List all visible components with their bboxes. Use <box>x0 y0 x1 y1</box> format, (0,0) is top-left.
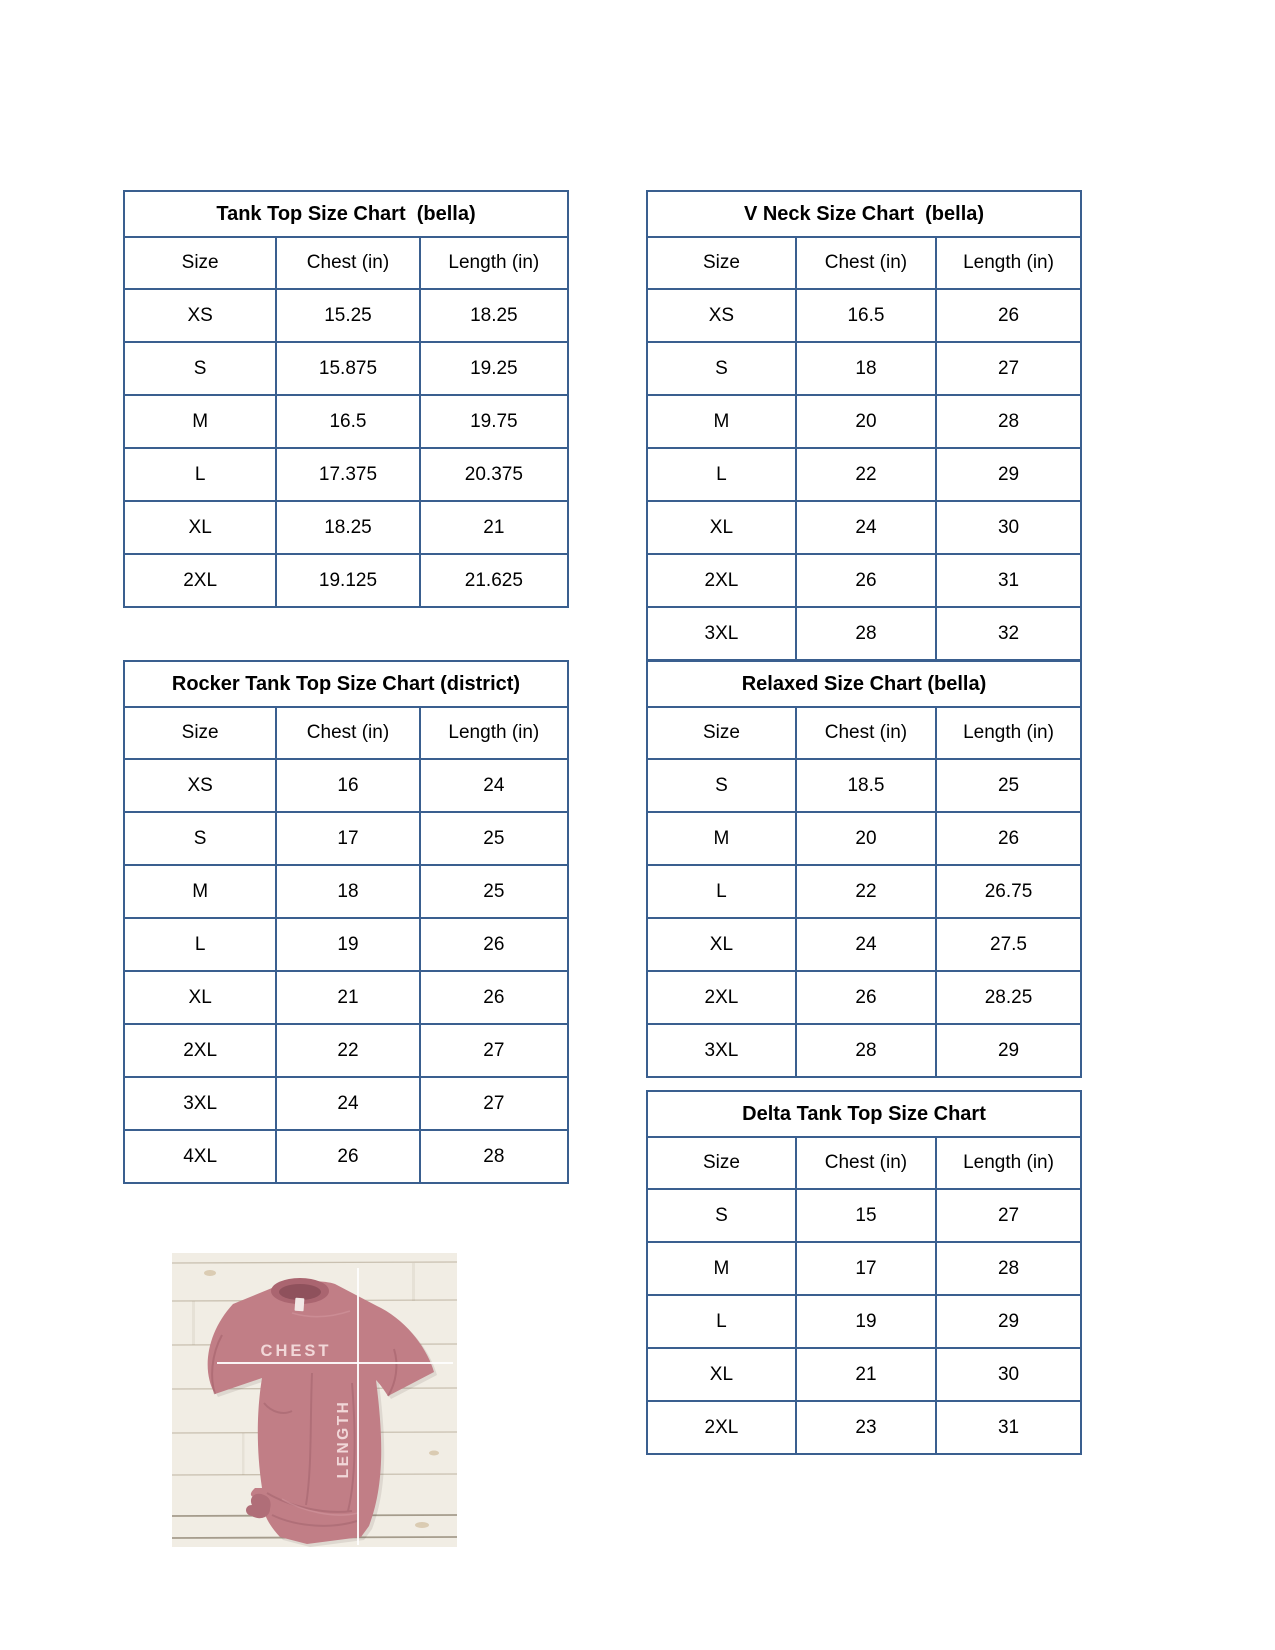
column-header-size: Size <box>124 707 276 759</box>
cell-length: 28.25 <box>936 971 1081 1024</box>
table-row <box>647 289 1081 342</box>
cell-length: 31 <box>936 554 1081 607</box>
cell-chest: 16.5 <box>796 289 936 342</box>
cell-chest: 15 <box>796 1189 936 1242</box>
cell-length: 19.75 <box>420 395 568 448</box>
cell-size: M <box>647 395 796 448</box>
cell-chest: 15.25 <box>276 289 419 342</box>
cell-chest: 19 <box>276 918 419 971</box>
table-row <box>647 395 1081 448</box>
table-row <box>647 1348 1081 1401</box>
cell-size: 3XL <box>647 1024 796 1077</box>
cell-size: S <box>124 342 276 395</box>
cell-chest: 18 <box>796 342 936 395</box>
cell-chest: 18 <box>276 865 419 918</box>
cell-chest: 20 <box>796 395 936 448</box>
column-header-size: Size <box>647 1137 796 1189</box>
size-table-delta-tank-top <box>646 1090 1082 1455</box>
table-title-row <box>647 661 1081 707</box>
cell-length: 26 <box>936 289 1081 342</box>
cell-chest: 26 <box>276 1130 419 1183</box>
cell-length: 28 <box>936 1242 1081 1295</box>
table-title-row <box>647 1091 1081 1137</box>
cell-size: M <box>124 865 276 918</box>
table-row <box>647 812 1081 865</box>
length-measure-label: LENGTH <box>335 1399 352 1479</box>
cell-size: XS <box>124 759 276 812</box>
cell-chest: 22 <box>276 1024 419 1077</box>
cell-size: M <box>124 395 276 448</box>
cell-size: M <box>647 1242 796 1295</box>
cell-length: 27 <box>420 1024 568 1077</box>
cell-length: 32 <box>936 607 1081 660</box>
table-row <box>647 971 1081 1024</box>
cell-length: 28 <box>936 395 1081 448</box>
cell-length: 25 <box>936 759 1081 812</box>
collar-inner <box>279 1284 321 1300</box>
cell-chest: 15.875 <box>276 342 419 395</box>
cell-size: XL <box>647 501 796 554</box>
cell-length: 27 <box>420 1077 568 1130</box>
cell-size: XS <box>647 289 796 342</box>
column-header-length: Length (in) <box>936 1137 1081 1189</box>
cell-size: XL <box>124 971 276 1024</box>
size-table-v-neck <box>646 190 1082 661</box>
table-row <box>647 918 1081 971</box>
cell-size: 3XL <box>647 607 796 660</box>
cell-size: M <box>647 812 796 865</box>
table-header-row <box>124 707 568 759</box>
cell-chest: 22 <box>796 448 936 501</box>
table-title: Rocker Tank Top Size Chart (district) <box>124 661 568 707</box>
cell-chest: 16.5 <box>276 395 419 448</box>
shirt-measurement-photo <box>172 1253 457 1547</box>
size-table-relaxed <box>646 660 1082 1078</box>
table-row <box>647 1295 1081 1348</box>
cell-length: 28 <box>420 1130 568 1183</box>
column-header-length: Length (in) <box>420 707 568 759</box>
table-header-row <box>124 237 568 289</box>
cell-chest: 28 <box>796 1024 936 1077</box>
cell-size: XS <box>124 289 276 342</box>
cell-chest: 24 <box>796 501 936 554</box>
cell-chest: 21 <box>796 1348 936 1401</box>
table-row <box>647 554 1081 607</box>
cell-length: 26 <box>420 971 568 1024</box>
table-row <box>647 448 1081 501</box>
table-row <box>124 865 568 918</box>
cell-size: L <box>647 448 796 501</box>
cell-chest: 26 <box>796 554 936 607</box>
cell-length: 25 <box>420 865 568 918</box>
cell-chest: 19 <box>796 1295 936 1348</box>
cell-chest: 24 <box>796 918 936 971</box>
table-header-row <box>647 1137 1081 1189</box>
table-row <box>124 1077 568 1130</box>
cell-size: 4XL <box>124 1130 276 1183</box>
cell-length: 25 <box>420 812 568 865</box>
cell-length: 20.375 <box>420 448 568 501</box>
cell-chest: 21 <box>276 971 419 1024</box>
table-row <box>124 918 568 971</box>
cell-length: 29 <box>936 1295 1081 1348</box>
cell-size: 2XL <box>647 971 796 1024</box>
table-row <box>647 1401 1081 1454</box>
cell-size: 3XL <box>124 1077 276 1130</box>
table-row <box>647 501 1081 554</box>
cell-length: 18.25 <box>420 289 568 342</box>
size-table-rocker-tank-top <box>123 660 569 1184</box>
table-row <box>647 1242 1081 1295</box>
cell-size: 2XL <box>124 1024 276 1077</box>
cell-size: S <box>647 1189 796 1242</box>
shirt-photo-graphic <box>172 1253 457 1547</box>
column-header-chest: Chest (in) <box>796 237 936 289</box>
column-header-size: Size <box>647 707 796 759</box>
cell-size: XL <box>124 501 276 554</box>
cell-chest: 24 <box>276 1077 419 1130</box>
column-header-chest: Chest (in) <box>796 707 936 759</box>
table-title-row <box>124 661 568 707</box>
cell-length: 26.75 <box>936 865 1081 918</box>
cell-size: L <box>647 865 796 918</box>
cell-size: L <box>647 1295 796 1348</box>
table-header-row <box>647 237 1081 289</box>
column-header-length: Length (in) <box>420 237 568 289</box>
cell-chest: 18.25 <box>276 501 419 554</box>
cell-chest: 17 <box>276 812 419 865</box>
cell-size: XL <box>647 918 796 971</box>
collar-label <box>295 1298 305 1312</box>
cell-chest: 17.375 <box>276 448 419 501</box>
table-row <box>647 607 1081 660</box>
cell-size: 2XL <box>124 554 276 607</box>
cell-chest: 23 <box>796 1401 936 1454</box>
table-row <box>124 342 568 395</box>
cell-chest: 26 <box>796 971 936 1024</box>
cell-size: XL <box>647 1348 796 1401</box>
cell-length: 21.625 <box>420 554 568 607</box>
cell-length: 26 <box>420 918 568 971</box>
cell-length: 27.5 <box>936 918 1081 971</box>
cell-chest: 17 <box>796 1242 936 1295</box>
cell-size: L <box>124 448 276 501</box>
table-header-row <box>647 707 1081 759</box>
table-title: V Neck Size Chart (bella) <box>647 191 1081 237</box>
cell-length: 29 <box>936 448 1081 501</box>
cell-size: L <box>124 918 276 971</box>
table-row <box>124 554 568 607</box>
column-header-chest: Chest (in) <box>796 1137 936 1189</box>
cell-length: 21 <box>420 501 568 554</box>
table-row <box>647 1024 1081 1077</box>
table-row <box>124 395 568 448</box>
cell-length: 30 <box>936 1348 1081 1401</box>
table-row <box>124 812 568 865</box>
cell-chest: 16 <box>276 759 419 812</box>
cell-length: 30 <box>936 501 1081 554</box>
table-row <box>124 1130 568 1183</box>
cell-size: S <box>647 759 796 812</box>
table-title: Tank Top Size Chart (bella) <box>124 191 568 237</box>
cell-length: 29 <box>936 1024 1081 1077</box>
cell-chest: 19.125 <box>276 554 419 607</box>
table-row <box>124 759 568 812</box>
table-row <box>647 865 1081 918</box>
cell-length: 24 <box>420 759 568 812</box>
table-title-row <box>647 191 1081 237</box>
cell-size: S <box>647 342 796 395</box>
table-row <box>124 448 568 501</box>
table-title: Relaxed Size Chart (bella) <box>647 661 1081 707</box>
cell-size: S <box>124 812 276 865</box>
cell-chest: 18.5 <box>796 759 936 812</box>
table-row <box>647 1189 1081 1242</box>
table-row <box>124 289 568 342</box>
column-header-size: Size <box>647 237 796 289</box>
cell-size: 2XL <box>647 554 796 607</box>
cell-chest: 22 <box>796 865 936 918</box>
table-row <box>124 1024 568 1077</box>
table-title: Delta Tank Top Size Chart <box>647 1091 1081 1137</box>
cell-chest: 28 <box>796 607 936 660</box>
table-row <box>124 501 568 554</box>
cell-length: 26 <box>936 812 1081 865</box>
table-row <box>647 342 1081 395</box>
cell-chest: 20 <box>796 812 936 865</box>
table-title-row <box>124 191 568 237</box>
column-header-size: Size <box>124 237 276 289</box>
column-header-length: Length (in) <box>936 237 1081 289</box>
chest-measure-label: CHEST <box>260 1342 332 1360</box>
column-header-chest: Chest (in) <box>276 237 419 289</box>
cell-length: 19.25 <box>420 342 568 395</box>
column-header-chest: Chest (in) <box>276 707 419 759</box>
cell-length: 27 <box>936 342 1081 395</box>
column-header-length: Length (in) <box>936 707 1081 759</box>
cell-size: 2XL <box>647 1401 796 1454</box>
table-row <box>647 759 1081 812</box>
table-row <box>124 971 568 1024</box>
cell-length: 27 <box>936 1189 1081 1242</box>
size-table-tank-top <box>123 190 569 608</box>
cell-length: 31 <box>936 1401 1081 1454</box>
